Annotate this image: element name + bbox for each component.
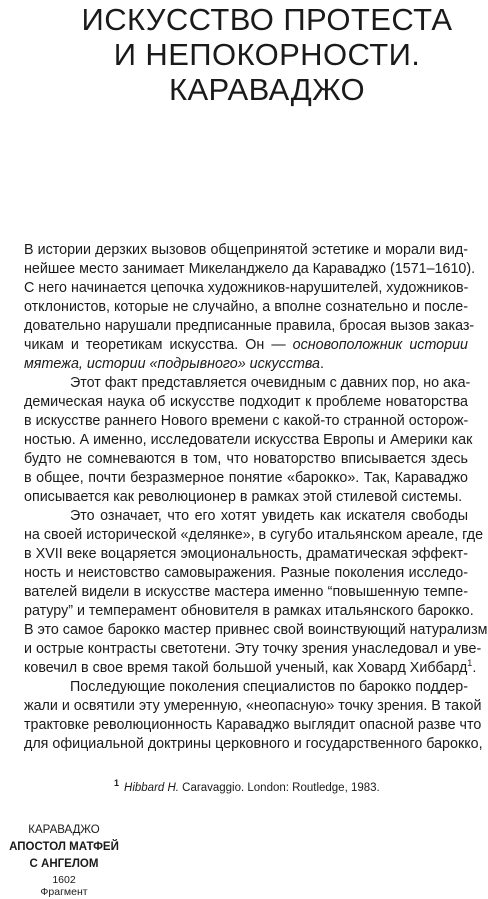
text-run: чикам и теоретикам искусства. Он — (24, 337, 293, 353)
text-run: ковечил в свое время такой большой ученый, как Ховард Хиббард (24, 660, 468, 676)
text-line: в общее, почти безразмерное понятие «барокко». Так, Караваджо (24, 470, 468, 486)
text-line: ность и неистовство самовыражения. Разные поколения исследо- (24, 565, 468, 581)
footnote-text: Caravaggio. London: Routledge, 1983. (178, 782, 380, 794)
text-line: для официальной доктрины церковного и государственного барокко, (24, 736, 483, 752)
caption-artist: КАРАВАДЖО (28, 824, 100, 836)
text-line (24, 336, 468, 355)
text-run: . (320, 356, 324, 372)
footnote-author: Hibbard H. (124, 782, 179, 794)
text-line: жали и освятили эту умеренную, «неопасную» точку зрения. В такой (24, 698, 482, 714)
text-line (24, 658, 477, 678)
text-line: Этот факт представляется очевидным с давних пор, но ака- (70, 375, 471, 391)
text-line: трактовке революционность Караваджо выглядит опасной разве что (24, 717, 482, 733)
text-line: отклонистов, которые не случайно, а вполне сознательно и после- (24, 299, 468, 315)
text-line: в XVII веке воцаряется эмоциональность, драматическая эффект- (24, 546, 468, 562)
text-run: . (472, 660, 477, 676)
text-line (24, 355, 468, 374)
text-line: и острые контрасты светотени. Эту точку зрения унаследовал и уве- (24, 641, 482, 657)
text-line: В истории дерзких вызовов общепринятой эстетике и морали вид- (24, 242, 468, 258)
text-line: в искусстве раннего Нового времени с какой-то странной осторож- (24, 413, 469, 429)
text-line: Это означает, что его хотят увидеть как искателя свободы (70, 508, 468, 524)
caption-title-line-1: АПОСТОЛ МАТФЕЙ (9, 841, 119, 853)
caption-note: Фрагмент (40, 886, 88, 898)
text-line: ностью. А именно, исследователи искусства Европы и Америки как (24, 432, 473, 448)
emphasis-text: мятежа, истории «подрывного» искусства (24, 356, 320, 372)
chapter-title-line-3: КАРАВАДЖО (168, 72, 366, 107)
text-line: на своей исторической «делянке», в сугубо итальянском ареале, где (24, 527, 484, 543)
text-line: нейшее место занимает Микеланджело да Караваджо (1571–1610). (24, 261, 476, 277)
text-line: описывается как революционер в рамках этой стилевой системы. (24, 489, 463, 505)
footnote-number: 1 (114, 778, 120, 789)
emphasis-text: основоположник истории (292, 337, 468, 353)
text-line: Последующие поколения специалистов по барокко поддер- (70, 679, 468, 695)
caption-title-line-2: С АНГЕЛОМ (29, 858, 99, 870)
text-line: В это самое барокко мастер привнес свой воинствующий натурализм (24, 622, 488, 638)
chapter-title-line-1: ИСКУССТВО ПРОТЕСТА (81, 2, 453, 37)
chapter-title-line-2: И НЕПОКОРНОСТИ. (113, 37, 421, 72)
text-line: вателей видели в искусстве мастера именно “повышенную темпе- (24, 584, 468, 600)
footnote-reference[interactable]: 1 (467, 658, 473, 669)
footnote (114, 778, 380, 795)
caption-year: 1602 (52, 874, 76, 886)
text-line: будто не сомневаются в том, что новаторство вписывается здесь (24, 451, 468, 467)
text-line: демическая наука об искусстве подходит к проблеме новаторства (24, 394, 468, 410)
text-line: С него начинается цепочка художников-нарушителей, художников- (24, 280, 469, 296)
text-line: довательно нарушали предписанные правила, бросая вызов заказ- (24, 318, 475, 334)
text-line: ратуру” и темперамент обновителя в рамках итальянского барокко. (24, 603, 474, 619)
